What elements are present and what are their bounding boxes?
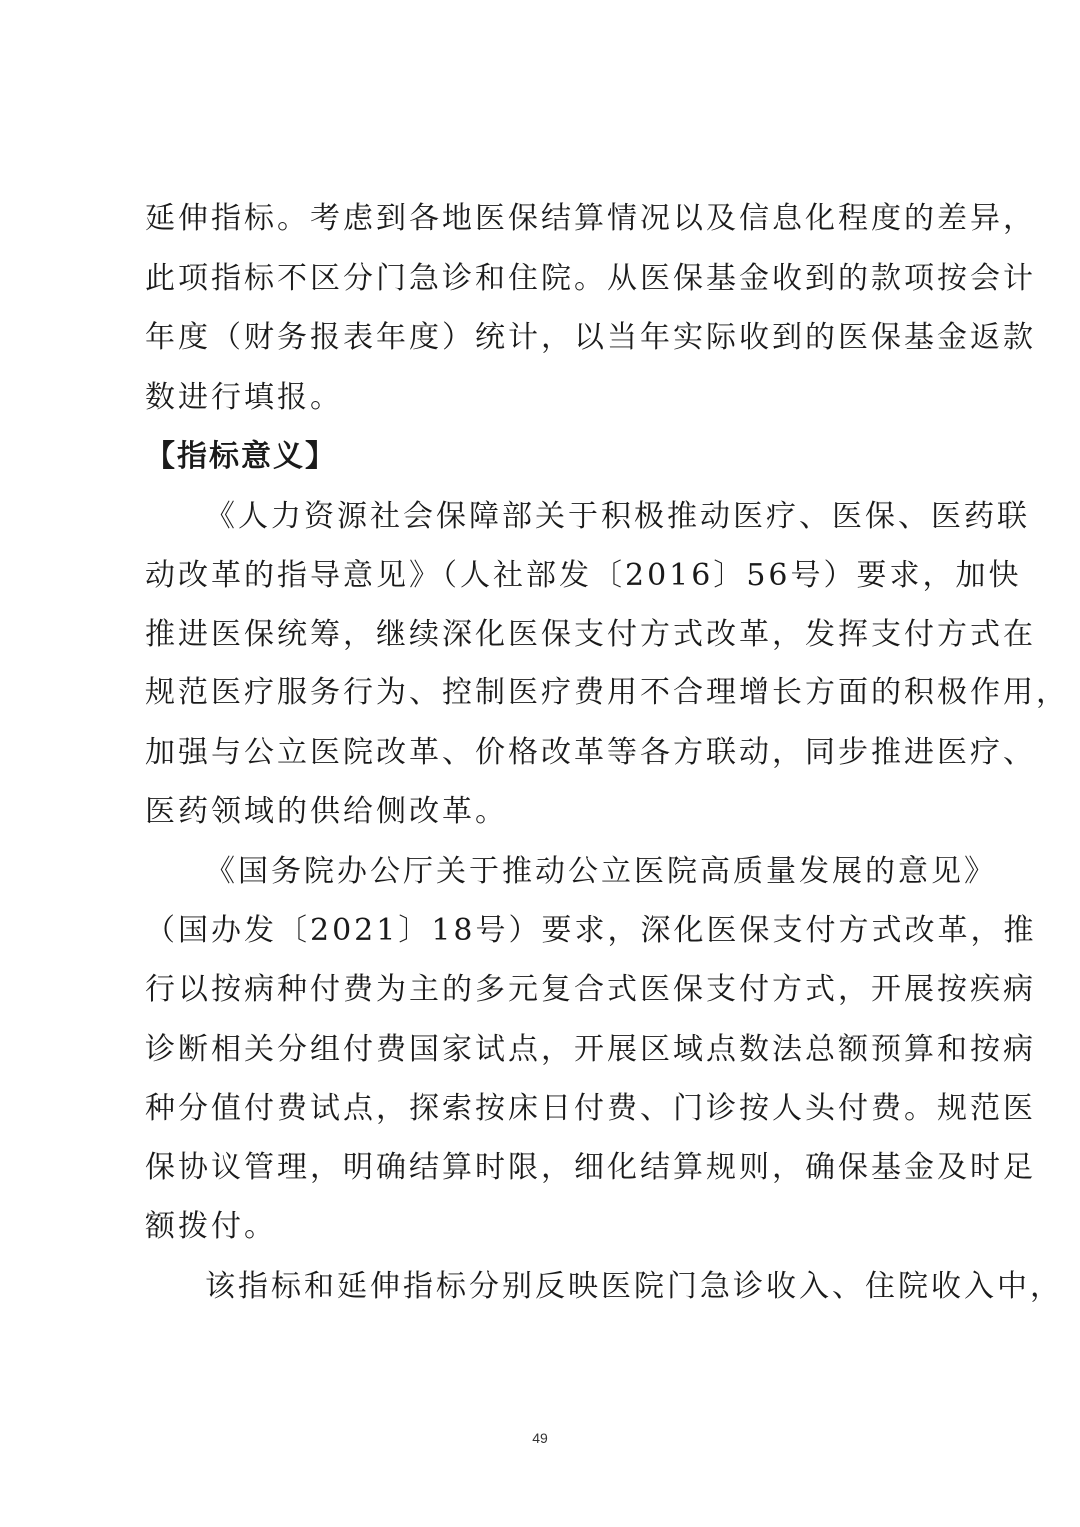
text-line: 医药领域的供给侧改革。	[145, 794, 508, 829]
text-line: 动改革的指导意见》（人社部发〔2016〕56号）要求，加快	[145, 558, 1022, 593]
text-line: 行以按病种付费为主的多元复合式医保支付方式，开展按疾病	[145, 972, 1036, 1007]
text-line: 保协议管理，明确结算时限，细化结算规则，确保基金及时足	[145, 1150, 1036, 1185]
section-heading: 【指标意义】	[145, 439, 337, 474]
text-line: 延伸指标。考虑到各地医保结算情况以及信息化程度的差异，	[145, 201, 1036, 236]
text-line: 推进医保统筹，继续深化医保支付方式改革，发挥支付方式在	[145, 617, 1036, 652]
text-line: （国办发〔2021〕18号）要求，深化医保支付方式改革，推	[145, 913, 1037, 948]
text-line: 《国务院办公厅关于推动公立医院高质量发展的意见》	[205, 854, 997, 889]
text-line: 种分值付费试点，探索按床日付费、门诊按人头付费。规范医	[145, 1091, 1036, 1126]
text-line: 此项指标不区分门急诊和住院。从医保基金收到的款项按会计	[145, 261, 1036, 296]
text-line: 年度（财务报表年度）统计，以当年实际收到的医保基金返款	[145, 320, 1036, 355]
text-line: 加强与公立医院改革、价格改革等各方联动，同步推进医疗、	[145, 735, 1036, 770]
text-line: 诊断相关分组付费国家试点，开展区域点数法总额预算和按病	[145, 1032, 1036, 1067]
text-line: 该指标和延伸指标分别反映医院门急诊收入、住院收入中，	[205, 1269, 1063, 1304]
page-number: 49	[532, 1430, 548, 1446]
text-line: 规范医疗服务行为、控制医疗费用不合理增长方面的积极作用，	[145, 675, 1069, 710]
text-line: 数进行填报。	[145, 380, 343, 415]
text-line: 《人力资源社会保障部关于积极推动医疗、医保、医药联	[205, 499, 1030, 534]
text-line: 额拨付。	[145, 1209, 277, 1244]
